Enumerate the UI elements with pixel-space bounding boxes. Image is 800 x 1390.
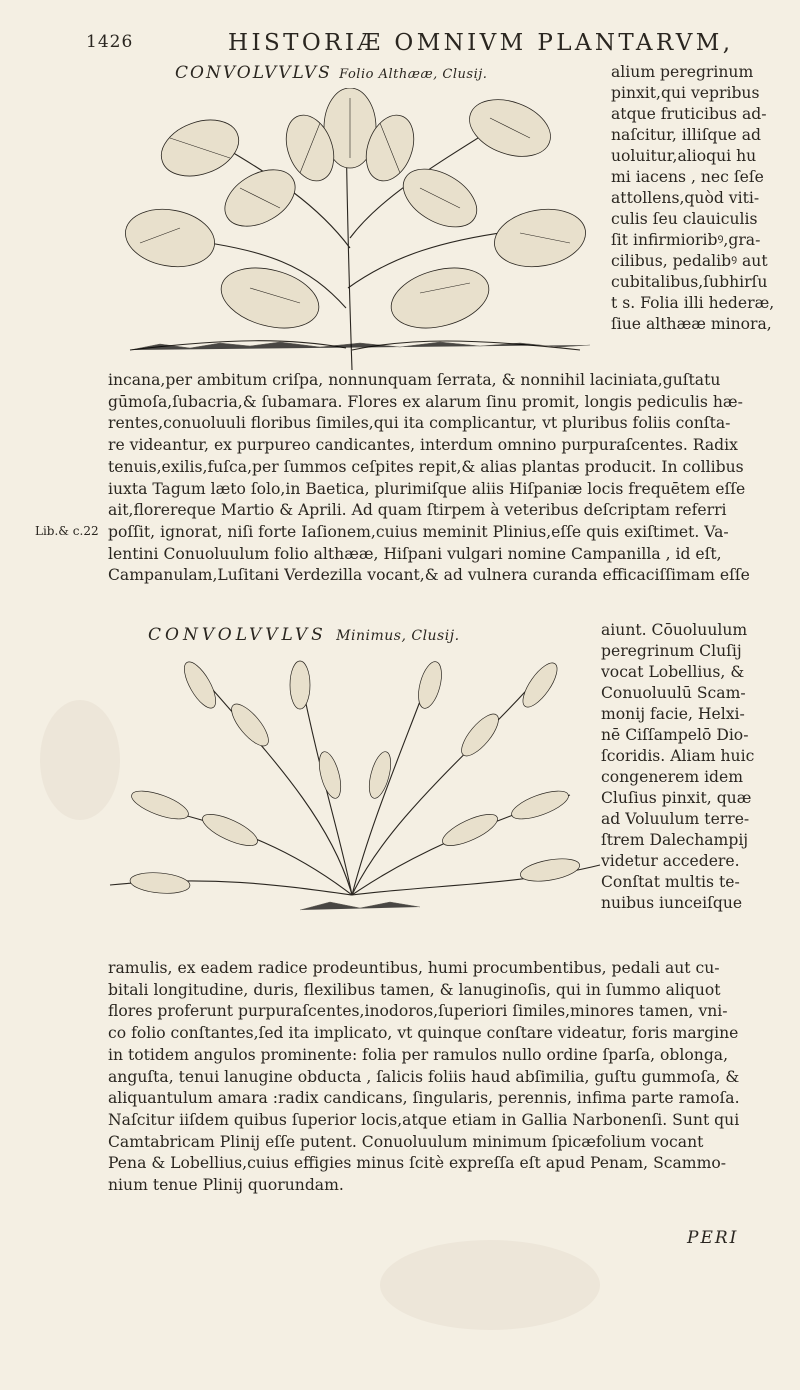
text-line: mi iacens , nec ſeſe	[611, 168, 764, 186]
body-paragraph-2	[108, 958, 788, 1197]
text-line: co folio conſtantes,ſed ita implicato, vt quinque conſtare videatur, foris margine	[108, 1024, 739, 1043]
text-line: ſcoridis. Aliam huic	[601, 747, 755, 765]
page-header	[86, 30, 734, 64]
text-line: aliquantulum amara :radix candicans, ſingularis, perennis, infima parte ramoſa.	[108, 1089, 740, 1108]
text-line: atque fruticibus ad-	[611, 105, 767, 123]
text-line: cubitalibus,ſubhirſu	[611, 273, 768, 291]
text-line: Pena & Lobellius,cuius effigies minus ſcitè expreſſa eſt apud Penam, Scammo-	[108, 1154, 727, 1173]
text-line: tenuis,exilis,fuſca,per ſummos ceſpites repit,& alias plantas producit. In collibus	[108, 457, 744, 476]
text-line: re videantur, ex purpureo candicantes, interdum omnino purpuraſcentes. Radix	[108, 436, 738, 455]
text-line: aiunt. Cōuoluulum	[601, 621, 748, 639]
text-line: Campanulam,Luſitani Verdezilla vocant,& ad vulnera curanda efficaciſſimam eſſe	[108, 566, 750, 585]
text-line: in totidem angulos prominente: folia per ramulos nullo ordine ſparſa, oblonga,	[108, 1045, 729, 1064]
text-line: pinxit,qui vepribus	[611, 84, 760, 102]
text-line: congenerem idem	[601, 768, 744, 786]
text-line: ramulis, ex eadem radice prodeuntibus, humi procumbentibus, pedali aut cu-	[108, 959, 720, 977]
text-line: ſiue althææ minora,	[611, 315, 772, 333]
text-line: Naſcitur iiſdem quibus ſuperior locis,atque etiam in Gallia Narbonenſi. Sunt qui	[108, 1110, 740, 1129]
text-line: vocat Lobellius, &	[601, 663, 745, 681]
running-title: HISTORIÆ OMNIVM PLANTARVM,	[228, 30, 734, 56]
text-line: monij facie, Helxi-	[601, 705, 745, 723]
text-line: cilibus, pedalibꝰ aut	[611, 252, 768, 270]
text-line: iuxta Tagum læto ſolo,in Baetica, plurimiſque aliis Hiſpaniæ locis frequētem eſſe	[108, 479, 746, 498]
text-line: peregrinum Cluſij	[601, 642, 742, 660]
caption-1-name: CONVOLVVLVS	[175, 63, 332, 83]
text-line: poſſit, ignorat, niſi forte Iaſionem,cuius meminit Plinius,eſſe quis exiſtimet. Va-	[108, 522, 729, 541]
text-line: lentini Conuoluulum folio althææ, Hiſpani vulgari nomine Campanilla , id eſt,	[108, 544, 722, 563]
woodcut-illustration-2	[100, 655, 605, 925]
right-column-text-1	[611, 62, 796, 335]
text-line: incana,per ambitum criſpa, nonnunquam ſerrata, & nonnihil laciniata,guſtatu	[108, 371, 721, 389]
right-column-text-2	[601, 620, 791, 914]
text-line: attollens,quòd viti-	[611, 189, 760, 207]
caption-2-subtitle: Minimus, Clusij.	[336, 628, 460, 644]
text-line: Camtabricam Plinij eſſe putent. Conuoluulum minimum ſpicæfolium vocant	[108, 1132, 704, 1151]
text-line: nuibus iunceiſque	[601, 894, 743, 912]
text-line: uoluitur,alioqui hu	[611, 147, 757, 165]
text-line: Conſtat multis te-	[601, 873, 740, 891]
text-line: anguſta, tenui lanugine obducta , ſalicis foliis haud abſimilia, guſtu gummoſa, &	[108, 1067, 740, 1086]
text-line: videtur accedere.	[601, 852, 740, 870]
text-line: alium peregrinum	[611, 63, 754, 81]
paper-stain	[380, 1240, 600, 1330]
text-line: nē Ciſſampelō Dio-	[601, 726, 749, 744]
margin-note: Lib.& c.22	[35, 524, 99, 538]
text-line: gūmoſa,ſubacria,& ſubamara. Flores ex alarum ſinu promit, longis pediculis hæ-	[108, 392, 743, 411]
text-line: rentes,conuoluuli floribus ſimiles,qui ita complicantur, vt pluribus foliis conſta-	[108, 414, 731, 433]
text-line: ad Voluulum terre-	[601, 810, 750, 828]
caption-2-name: CONVOLVVLVS	[148, 625, 327, 645]
text-line: ſtrem Dalechampij	[601, 831, 749, 849]
page-number: 1426	[86, 32, 134, 52]
text-line: t s. Folia illi hederæ,	[611, 294, 775, 312]
caption-1-subtitle: Folio Althææ, Clusij.	[339, 67, 488, 82]
text-line: naſcitur, illiſque ad	[611, 126, 762, 144]
body-paragraph-1	[108, 370, 788, 587]
text-line: ait,florereque Martio & Aprili. Ad quam ſtirpem à veteribus deſcriptam referri	[108, 501, 727, 520]
text-line: nium tenue Plinij quorundam.	[108, 1176, 344, 1195]
text-line: flores proferunt purpuraſcentes,inodoros,ſuperiori ſimiles,minores tamen, vni-	[108, 1002, 728, 1021]
text-line: Cluſius pinxit, quæ	[601, 789, 752, 807]
figure-caption-2	[148, 625, 460, 645]
figure-caption-1	[175, 63, 487, 83]
text-line: ſit infirmioribꝰ,gra-	[611, 231, 761, 249]
woodcut-illustration-1	[110, 88, 595, 370]
text-line: culis ſeu clauiculis	[611, 210, 758, 228]
text-line: Conuoluulū Scam-	[601, 684, 746, 702]
text-line: bitali longitudine, duris, flexilibus tamen, & lanuginoſis, qui in ſummo aliquot	[108, 980, 721, 999]
catchword: PERI	[687, 1228, 739, 1248]
